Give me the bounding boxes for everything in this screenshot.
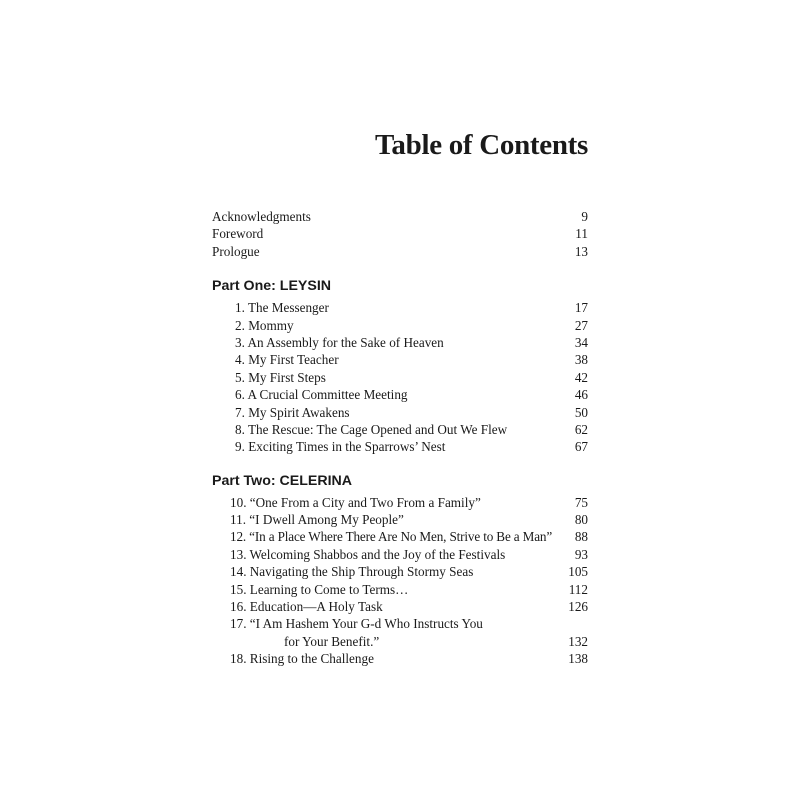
chapter-title: 7. My Spirit Awakens [235, 404, 350, 420]
chapter-title: 18. Rising to the Challenge [230, 651, 374, 667]
entry-title: Acknowledgments [212, 209, 311, 224]
entry-title: Prologue [212, 243, 260, 259]
toc-chapter-4 [212, 351, 588, 368]
chapter-title: 9. Exciting Times in the Sparrows’ Nest [235, 439, 446, 455]
chapter-page-number: 132 [568, 633, 588, 649]
toc-chapter-18 [212, 650, 588, 667]
toc-chapter-11 [212, 511, 588, 528]
toc-entry-foreword [212, 225, 588, 242]
toc-chapter-14 [212, 563, 588, 580]
part-heading-two: Part Two: CELERINA [212, 472, 353, 489]
chapter-page-number: 138 [568, 651, 588, 667]
entry-page-number: 11 [575, 226, 588, 242]
chapter-page-number: 46 [574, 387, 588, 403]
chapter-title: 12. “In a Place Where There Are No Men, Strive to Be a Man” [230, 529, 553, 545]
chapter-title: 15. Learning to Come to Terms… [230, 581, 409, 597]
toc-entry-acknowledgments [212, 208, 588, 225]
chapter-page-number: 50 [574, 404, 588, 420]
chapter-page-number: 75 [574, 494, 588, 510]
chapter-title: 10. “One From a City and Two From a Family” [230, 494, 481, 510]
table-of-contents [212, 208, 588, 668]
toc-chapter-15 [212, 581, 588, 598]
chapter-title: 5. My First Steps [235, 369, 326, 385]
chapter-title: 17. “I Am Hashem Your G-d Who Instructs You [230, 616, 483, 632]
chapter-title: 4. My First Teacher [235, 352, 339, 368]
chapter-page-number: 27 [574, 317, 588, 333]
chapter-title: 8. The Rescue: The Cage Opened and Out We Flew [235, 421, 508, 437]
chapter-page-number: 42 [574, 369, 588, 385]
toc-chapter-17-continued [212, 633, 588, 650]
part-heading-one: Part One: LEYSIN [212, 278, 332, 295]
chapter-page-number: 67 [574, 439, 588, 455]
chapter-title: 13. Welcoming Shabbos and the Joy of the Festivals [230, 546, 506, 562]
entry-title: Foreword [212, 226, 264, 242]
chapter-title: 11. “I Dwell Among My People” [230, 512, 404, 528]
toc-chapter-10 [212, 494, 588, 511]
toc-chapter-6 [212, 386, 588, 403]
chapter-title: 14. Navigating the Ship Through Stormy Seas [230, 564, 474, 580]
chapter-page-number: 126 [568, 599, 588, 615]
entry-page-number: 13 [574, 243, 588, 259]
chapter-title: 6. A Crucial Committee Meeting [235, 387, 408, 403]
chapter-page-number: 80 [574, 512, 588, 528]
toc-chapter-7 [212, 404, 588, 421]
toc-chapter-12 [212, 528, 588, 545]
chapter-page-number: 62 [574, 421, 588, 437]
toc-chapter-9 [212, 438, 588, 455]
toc-chapter-16 [212, 598, 588, 615]
toc-chapter-13 [212, 546, 588, 563]
toc-chapter-1 [212, 299, 588, 316]
chapter-title-continuation: for Your Benefit.” [284, 633, 380, 649]
page-title: Table of Contents [375, 129, 588, 161]
chapter-page-number: 105 [568, 564, 588, 580]
toc-entry-prologue [212, 243, 588, 260]
chapter-title: 1. The Messenger [235, 300, 329, 316]
chapter-title: 3. An Assembly for the Sake of Heaven [235, 334, 444, 350]
toc-chapter-3 [212, 334, 588, 351]
chapter-title: 16. Education—A Holy Task [230, 599, 383, 615]
toc-chapter-2 [212, 317, 588, 334]
chapter-page-number: 93 [574, 546, 588, 562]
toc-chapter-17 [212, 615, 588, 632]
chapter-page-number: 34 [574, 334, 588, 350]
entry-page-number: 9 [581, 209, 588, 224]
toc-chapter-5 [212, 369, 588, 386]
chapter-page-number: 112 [568, 581, 588, 597]
chapter-page-number: 38 [574, 352, 588, 368]
chapter-page-number: 17 [574, 300, 588, 316]
chapter-title: 2. Mommy [235, 317, 294, 333]
toc-chapter-8 [212, 421, 588, 438]
chapter-page-number: 88 [574, 529, 588, 545]
